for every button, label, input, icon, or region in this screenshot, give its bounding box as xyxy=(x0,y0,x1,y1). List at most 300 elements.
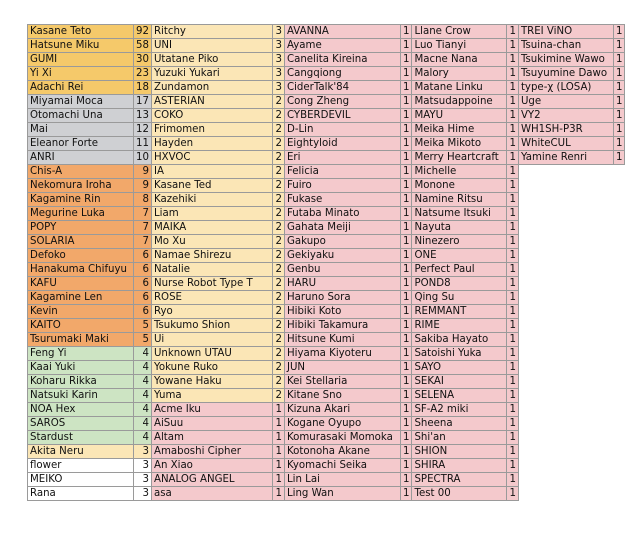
name-cell: Hatsune Miku xyxy=(28,39,134,53)
count-cell: 1 xyxy=(613,81,624,95)
table-row xyxy=(28,81,625,95)
name-cell: Cong Zheng xyxy=(284,95,400,109)
count-cell: 1 xyxy=(400,235,411,249)
count-cell: 10 xyxy=(134,151,152,165)
name-cell: Gahata Meiji xyxy=(284,221,400,235)
name-cell: Kagamine Len xyxy=(28,291,134,305)
name-cell: Kevin xyxy=(28,305,134,319)
empty-cell xyxy=(518,361,613,375)
count-cell: 1 xyxy=(613,53,624,67)
name-cell: Koharu Rikka xyxy=(28,375,134,389)
count-cell: 3 xyxy=(134,473,152,487)
table-row xyxy=(28,403,625,417)
count-cell: 1 xyxy=(400,347,411,361)
empty-cell xyxy=(613,361,624,375)
name-cell: SAYO xyxy=(412,361,507,375)
count-cell: 30 xyxy=(134,53,152,67)
count-cell: 6 xyxy=(134,291,152,305)
count-cell: 1 xyxy=(400,151,411,165)
voicebank-count-table xyxy=(27,24,625,501)
name-cell: Genbu xyxy=(284,263,400,277)
name-cell: Ayame xyxy=(284,39,400,53)
name-cell: D-Lin xyxy=(284,123,400,137)
name-cell: An Xiao xyxy=(151,459,272,473)
table-row xyxy=(28,277,625,291)
count-cell: 1 xyxy=(507,417,518,431)
count-cell: 2 xyxy=(272,137,284,151)
name-cell: Yuma xyxy=(151,389,272,403)
empty-cell xyxy=(613,473,624,487)
empty-cell xyxy=(518,249,613,263)
count-cell: 1 xyxy=(507,445,518,459)
empty-cell xyxy=(613,235,624,249)
table-row xyxy=(28,193,625,207)
name-cell: REMMANT xyxy=(412,305,507,319)
name-cell: Merry Heartcraft xyxy=(412,151,507,165)
name-cell: Cangqiong xyxy=(284,67,400,81)
count-cell: 3 xyxy=(134,487,152,501)
count-cell: 1 xyxy=(613,39,624,53)
table-row xyxy=(28,263,625,277)
count-cell: 6 xyxy=(134,277,152,291)
count-cell: 1 xyxy=(507,375,518,389)
count-cell: 1 xyxy=(507,137,518,151)
data-grid xyxy=(27,24,625,501)
name-cell: Tsuina-chan xyxy=(518,39,613,53)
count-cell: 2 xyxy=(272,109,284,123)
name-cell: NOA Hex xyxy=(28,403,134,417)
count-cell: 13 xyxy=(134,109,152,123)
count-cell: 4 xyxy=(134,375,152,389)
name-cell: Tsukumo Shion xyxy=(151,319,272,333)
count-cell: 1 xyxy=(272,417,284,431)
name-cell: Hibiki Koto xyxy=(284,305,400,319)
table-row xyxy=(28,333,625,347)
name-cell: RIME xyxy=(412,319,507,333)
name-cell: Felicia xyxy=(284,165,400,179)
count-cell: 1 xyxy=(507,25,518,39)
empty-cell xyxy=(518,319,613,333)
name-cell: Kasane Ted xyxy=(151,179,272,193)
name-cell: AVANNA xyxy=(284,25,400,39)
count-cell: 7 xyxy=(134,221,152,235)
empty-cell xyxy=(613,431,624,445)
count-cell: 1 xyxy=(507,53,518,67)
count-cell: 1 xyxy=(507,389,518,403)
empty-cell xyxy=(613,319,624,333)
name-cell: Mo Xu xyxy=(151,235,272,249)
empty-cell xyxy=(613,389,624,403)
name-cell: flower xyxy=(28,459,134,473)
empty-cell xyxy=(613,179,624,193)
count-cell: 1 xyxy=(507,487,518,501)
empty-cell xyxy=(518,389,613,403)
name-cell: KAITO xyxy=(28,319,134,333)
count-cell: 1 xyxy=(400,95,411,109)
name-cell: HARU xyxy=(284,277,400,291)
count-cell: 2 xyxy=(272,263,284,277)
empty-cell xyxy=(613,221,624,235)
name-cell: Miyamai Moca xyxy=(28,95,134,109)
count-cell: 4 xyxy=(134,389,152,403)
count-cell: 1 xyxy=(400,403,411,417)
name-cell: Kei Stellaria xyxy=(284,375,400,389)
empty-cell xyxy=(613,459,624,473)
name-cell: Chis-A xyxy=(28,165,134,179)
name-cell: KAFU xyxy=(28,277,134,291)
count-cell: 3 xyxy=(272,53,284,67)
name-cell: Sakiba Hayato xyxy=(412,333,507,347)
count-cell: 2 xyxy=(272,361,284,375)
count-cell: 6 xyxy=(134,305,152,319)
name-cell: Fuiro xyxy=(284,179,400,193)
name-cell: Hitsune Kumi xyxy=(284,333,400,347)
table-row xyxy=(28,459,625,473)
name-cell: SAROS xyxy=(28,417,134,431)
empty-cell xyxy=(518,375,613,389)
name-cell: CYBERDEVIL xyxy=(284,109,400,123)
name-cell: Kitane Sno xyxy=(284,389,400,403)
count-cell: 1 xyxy=(507,207,518,221)
table-row xyxy=(28,445,625,459)
name-cell: Kazehiki xyxy=(151,193,272,207)
empty-cell xyxy=(518,165,613,179)
count-cell: 2 xyxy=(272,179,284,193)
name-cell: ANALOG ANGEL xyxy=(151,473,272,487)
count-cell: 1 xyxy=(507,235,518,249)
name-cell: Otomachi Una xyxy=(28,109,134,123)
name-cell: Akita Neru xyxy=(28,445,134,459)
count-cell: 1 xyxy=(272,445,284,459)
table-row xyxy=(28,291,625,305)
table-row xyxy=(28,207,625,221)
name-cell: Tsuyumine Dawo xyxy=(518,67,613,81)
name-cell: Sheena xyxy=(412,417,507,431)
count-cell: 1 xyxy=(400,123,411,137)
count-cell: 2 xyxy=(272,193,284,207)
empty-cell xyxy=(518,277,613,291)
table-row xyxy=(28,95,625,109)
count-cell: 58 xyxy=(134,39,152,53)
name-cell: Macne Nana xyxy=(412,53,507,67)
count-cell: 2 xyxy=(272,221,284,235)
name-cell: Eightyloid xyxy=(284,137,400,151)
count-cell: 2 xyxy=(272,277,284,291)
name-cell: Ritchy xyxy=(151,25,272,39)
count-cell: 2 xyxy=(272,123,284,137)
name-cell: Kasane Teto xyxy=(28,25,134,39)
count-cell: 1 xyxy=(400,193,411,207)
count-cell: 2 xyxy=(272,319,284,333)
name-cell: Lin Lai xyxy=(284,473,400,487)
count-cell: 1 xyxy=(507,81,518,95)
name-cell: Yamine Renri xyxy=(518,151,613,165)
name-cell: ASTERIAN xyxy=(151,95,272,109)
name-cell: asa xyxy=(151,487,272,501)
name-cell: Yi Xi xyxy=(28,67,134,81)
name-cell: Kogane Oyupo xyxy=(284,417,400,431)
count-cell: 1 xyxy=(507,165,518,179)
count-cell: 1 xyxy=(507,109,518,123)
count-cell: 1 xyxy=(400,431,411,445)
count-cell: 1 xyxy=(507,95,518,109)
table-row xyxy=(28,165,625,179)
count-cell: 1 xyxy=(400,263,411,277)
name-cell: Eri xyxy=(284,151,400,165)
count-cell: 1 xyxy=(400,305,411,319)
table-row xyxy=(28,473,625,487)
name-cell: Ui xyxy=(151,333,272,347)
name-cell: Hibiki Takamura xyxy=(284,319,400,333)
name-cell: Tsukimine Wawo xyxy=(518,53,613,67)
count-cell: 1 xyxy=(400,375,411,389)
name-cell: Meika Hime xyxy=(412,123,507,137)
name-cell: SOLARIA xyxy=(28,235,134,249)
table-row xyxy=(28,67,625,81)
name-cell: Kotonoha Akane xyxy=(284,445,400,459)
name-cell: Meika Mikoto xyxy=(412,137,507,151)
empty-cell xyxy=(518,193,613,207)
name-cell: Stardust xyxy=(28,431,134,445)
name-cell: JUN xyxy=(284,361,400,375)
count-cell: 1 xyxy=(400,361,411,375)
count-cell: 1 xyxy=(400,473,411,487)
count-cell: 1 xyxy=(400,487,411,501)
count-cell: 1 xyxy=(507,319,518,333)
name-cell: Feng Yi xyxy=(28,347,134,361)
count-cell: 1 xyxy=(507,459,518,473)
count-cell: 1 xyxy=(400,25,411,39)
empty-cell xyxy=(518,473,613,487)
name-cell: Mai xyxy=(28,123,134,137)
count-cell: 2 xyxy=(272,249,284,263)
count-cell: 1 xyxy=(400,333,411,347)
name-cell: SEKAI xyxy=(412,375,507,389)
table-row xyxy=(28,151,625,165)
name-cell: VY2 xyxy=(518,109,613,123)
name-cell: Altam xyxy=(151,431,272,445)
name-cell: SHIRA xyxy=(412,459,507,473)
name-cell: Namae Shirezu xyxy=(151,249,272,263)
count-cell: 1 xyxy=(400,277,411,291)
count-cell: 1 xyxy=(400,165,411,179)
name-cell: POND8 xyxy=(412,277,507,291)
count-cell: 6 xyxy=(134,263,152,277)
count-cell: 1 xyxy=(272,403,284,417)
empty-cell xyxy=(518,403,613,417)
name-cell: Yuzuki Yukari xyxy=(151,67,272,81)
count-cell: 18 xyxy=(134,81,152,95)
empty-cell xyxy=(518,459,613,473)
name-cell: type-χ (LOSA) xyxy=(518,81,613,95)
count-cell: 1 xyxy=(507,277,518,291)
count-cell: 1 xyxy=(272,459,284,473)
count-cell: 1 xyxy=(400,389,411,403)
count-cell: 4 xyxy=(134,347,152,361)
empty-cell xyxy=(613,207,624,221)
count-cell: 3 xyxy=(272,39,284,53)
name-cell: Eleanor Forte xyxy=(28,137,134,151)
empty-cell xyxy=(613,291,624,305)
table-row xyxy=(28,347,625,361)
table-row xyxy=(28,25,625,39)
table-row xyxy=(28,53,625,67)
count-cell: 1 xyxy=(400,417,411,431)
empty-cell xyxy=(613,193,624,207)
table-row xyxy=(28,179,625,193)
count-cell: 12 xyxy=(134,123,152,137)
name-cell: Fukase xyxy=(284,193,400,207)
name-cell: Matsudappoine xyxy=(412,95,507,109)
count-cell: 1 xyxy=(400,53,411,67)
name-cell: Yokune Ruko xyxy=(151,361,272,375)
count-cell: 1 xyxy=(507,151,518,165)
empty-cell xyxy=(518,347,613,361)
count-cell: 1 xyxy=(507,347,518,361)
count-cell: 1 xyxy=(507,39,518,53)
count-cell: 1 xyxy=(400,67,411,81)
count-cell: 2 xyxy=(272,291,284,305)
count-cell: 1 xyxy=(507,179,518,193)
name-cell: Monone xyxy=(412,179,507,193)
count-cell: 1 xyxy=(272,431,284,445)
count-cell: 3 xyxy=(134,445,152,459)
name-cell: Shi'an xyxy=(412,431,507,445)
count-cell: 2 xyxy=(272,389,284,403)
name-cell: Satoishi Yuka xyxy=(412,347,507,361)
count-cell: 1 xyxy=(507,249,518,263)
count-cell: 8 xyxy=(134,193,152,207)
empty-cell xyxy=(613,277,624,291)
table-row xyxy=(28,123,625,137)
count-cell: 1 xyxy=(613,25,624,39)
count-cell: 9 xyxy=(134,179,152,193)
count-cell: 1 xyxy=(507,473,518,487)
count-cell: 1 xyxy=(400,221,411,235)
empty-cell xyxy=(613,249,624,263)
name-cell: Namine Ritsu xyxy=(412,193,507,207)
count-cell: 1 xyxy=(507,403,518,417)
count-cell: 1 xyxy=(507,67,518,81)
name-cell: SELENA xyxy=(412,389,507,403)
count-cell: 2 xyxy=(272,375,284,389)
name-cell: Komurasaki Momoka xyxy=(284,431,400,445)
count-cell: 1 xyxy=(613,151,624,165)
name-cell: Test 00 xyxy=(412,487,507,501)
table-row xyxy=(28,487,625,501)
name-cell: Rana xyxy=(28,487,134,501)
empty-cell xyxy=(518,207,613,221)
table-row xyxy=(28,305,625,319)
empty-cell xyxy=(518,431,613,445)
name-cell: HXVOC xyxy=(151,151,272,165)
name-cell: Gekiyaku xyxy=(284,249,400,263)
name-cell: Luo Tianyi xyxy=(412,39,507,53)
name-cell: Tsurumaki Maki xyxy=(28,333,134,347)
name-cell: Natalie xyxy=(151,263,272,277)
name-cell: Haruno Sora xyxy=(284,291,400,305)
name-cell: COKO xyxy=(151,109,272,123)
count-cell: 1 xyxy=(400,39,411,53)
empty-cell xyxy=(613,445,624,459)
count-cell: 1 xyxy=(400,319,411,333)
count-cell: 1 xyxy=(272,473,284,487)
name-cell: Nekomura Iroha xyxy=(28,179,134,193)
name-cell: MAIKA xyxy=(151,221,272,235)
count-cell: 1 xyxy=(400,109,411,123)
count-cell: 4 xyxy=(134,403,152,417)
empty-cell xyxy=(518,179,613,193)
name-cell: Liam xyxy=(151,207,272,221)
name-cell: Perfect Paul xyxy=(412,263,507,277)
name-cell: MAYU xyxy=(412,109,507,123)
name-cell: Frimomen xyxy=(151,123,272,137)
count-cell: 4 xyxy=(134,431,152,445)
name-cell: UNI xyxy=(151,39,272,53)
count-cell: 1 xyxy=(400,81,411,95)
count-cell: 7 xyxy=(134,207,152,221)
count-cell: 1 xyxy=(613,67,624,81)
table-row xyxy=(28,417,625,431)
empty-cell xyxy=(613,375,624,389)
table-row xyxy=(28,431,625,445)
count-cell: 9 xyxy=(134,165,152,179)
name-cell: Acme Iku xyxy=(151,403,272,417)
name-cell: Hayden xyxy=(151,137,272,151)
name-cell: ROSE xyxy=(151,291,272,305)
count-cell: 1 xyxy=(507,361,518,375)
name-cell: Gakupo xyxy=(284,235,400,249)
name-cell: Megurine Luka xyxy=(28,207,134,221)
name-cell: Llane Crow xyxy=(412,25,507,39)
empty-cell xyxy=(518,235,613,249)
empty-cell xyxy=(613,347,624,361)
empty-cell xyxy=(518,417,613,431)
empty-cell xyxy=(518,333,613,347)
name-cell: Natsume Itsuki xyxy=(412,207,507,221)
count-cell: 3 xyxy=(272,81,284,95)
name-cell: Utatane Piko xyxy=(151,53,272,67)
count-cell: 1 xyxy=(400,445,411,459)
count-cell: 4 xyxy=(134,361,152,375)
count-cell: 7 xyxy=(134,235,152,249)
count-cell: 1 xyxy=(507,193,518,207)
count-cell: 1 xyxy=(613,137,624,151)
empty-cell xyxy=(613,403,624,417)
empty-cell xyxy=(613,333,624,347)
count-cell: 2 xyxy=(272,333,284,347)
count-cell: 1 xyxy=(507,305,518,319)
name-cell: GUMI xyxy=(28,53,134,67)
count-cell: 1 xyxy=(272,487,284,501)
count-cell: 1 xyxy=(400,207,411,221)
table-row xyxy=(28,319,625,333)
count-cell: 1 xyxy=(400,137,411,151)
name-cell: Ninezero xyxy=(412,235,507,249)
count-cell: 2 xyxy=(272,347,284,361)
name-cell: WhiteCUL xyxy=(518,137,613,151)
empty-cell xyxy=(613,417,624,431)
name-cell: Uge xyxy=(518,95,613,109)
name-cell: ONE xyxy=(412,249,507,263)
name-cell: Zundamon xyxy=(151,81,272,95)
name-cell: Kizuna Akari xyxy=(284,403,400,417)
name-cell: AiSuu xyxy=(151,417,272,431)
name-cell: MEIKO xyxy=(28,473,134,487)
name-cell: TREI ViNO xyxy=(518,25,613,39)
name-cell: WH1SH-P3R xyxy=(518,123,613,137)
table-row xyxy=(28,39,625,53)
